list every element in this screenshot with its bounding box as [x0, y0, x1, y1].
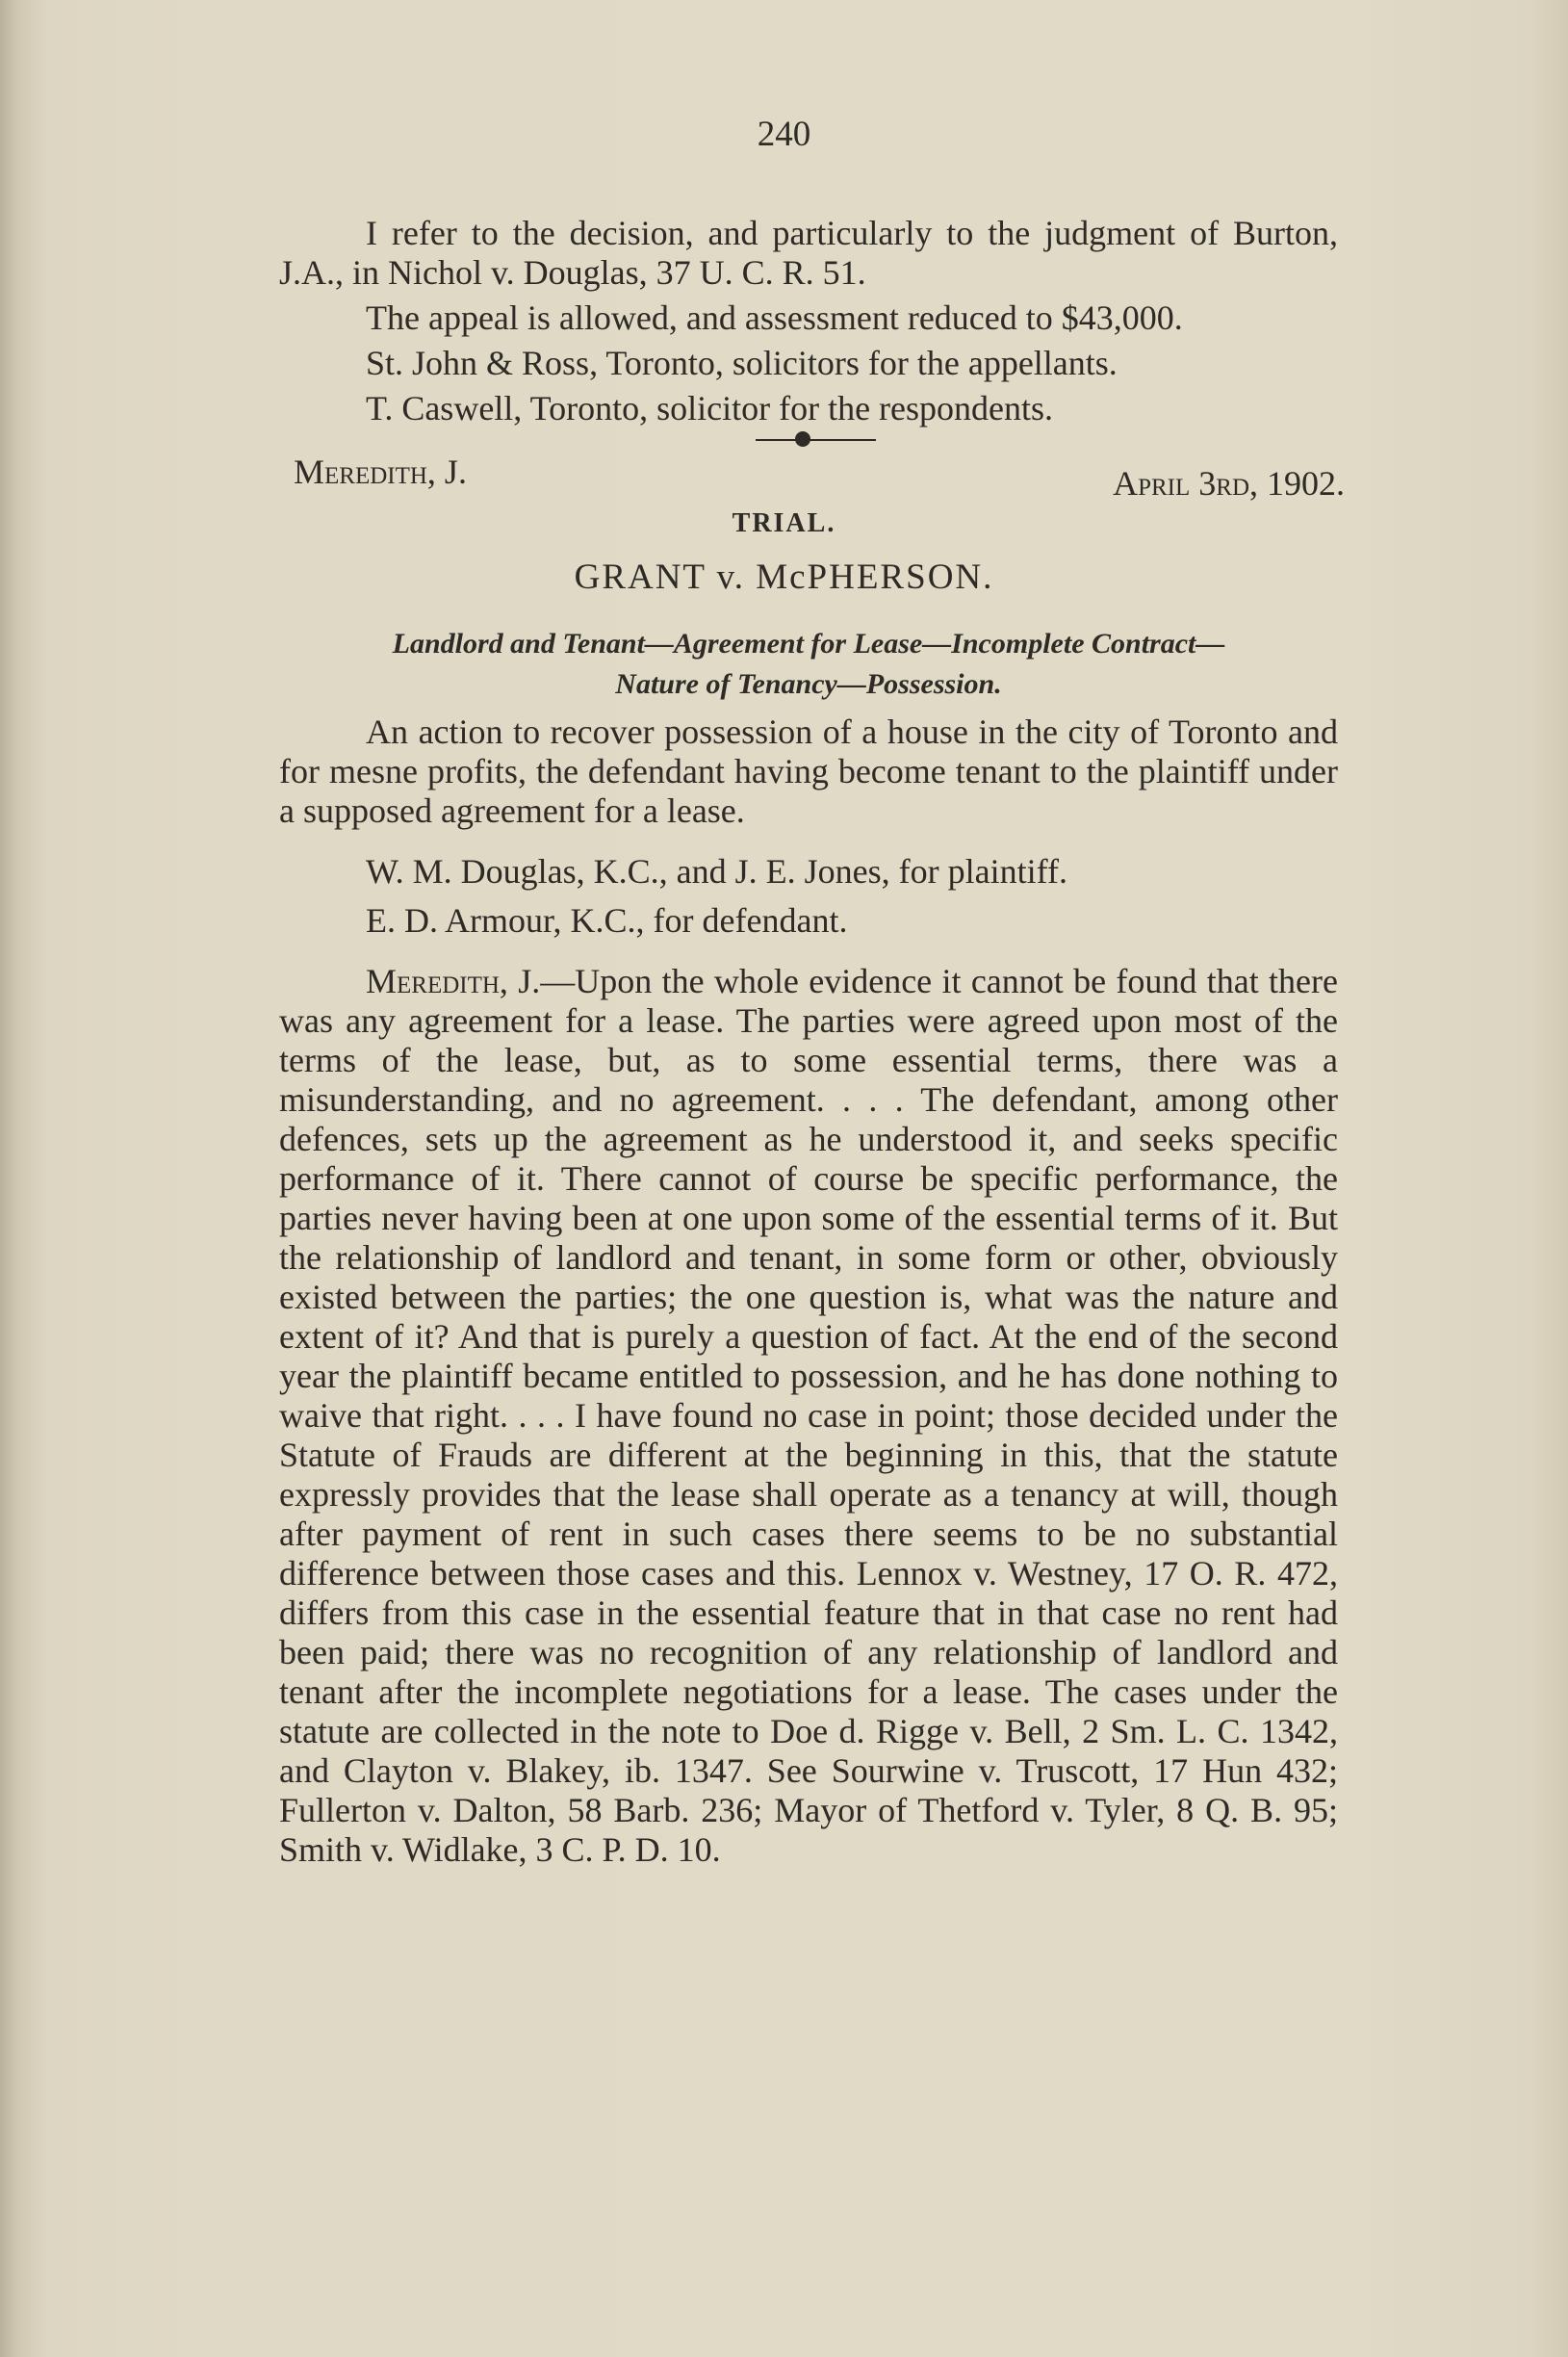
- judgment-judge-name: Meredith, J.: [366, 962, 541, 1000]
- judgment-paragraph: [279, 962, 1338, 1870]
- case-title: GRANT v. McPHERSON.: [574, 557, 994, 597]
- defendant-counsel: E. D. Armour, K.C., for defendant.: [366, 901, 848, 940]
- plaintiff-counsel: W. M. Douglas, K.C., and J. E. Jones, for plaintiff.: [366, 852, 1067, 891]
- case-summary: An action to recover possession of a house in the city of Toronto and for mesne profits, the defendant having become tenant to the plaintiff under a supposed agreement for a lease.: [279, 712, 1338, 830]
- decision-date: April 3rd, 1902.: [1113, 464, 1345, 503]
- headnote-line: Landlord and Tenant—Agreement for Lease—Incomplete Contract—: [392, 628, 1225, 660]
- page-number: 240: [757, 115, 811, 154]
- judgment-text: —Upon the whole evidence it cannot be found that there was any agreement for a lease. The parties were agreed upon most of the terms of the lease, but, as to some essential terms, there was a misunderstanding, and no agreement. . . . The defendant, among other defences, sets up the agreement as he understood it, and seeks specific performance of it. There cannot of course be specific performance, the parties never having been at one upon some of the essential terms of it. But the relationship of landlord and tenant, in some form or other, obviously existed between the parties; the one question is, what was the nature and extent of it? And that is purely a question of fact. At the end of the second year the plaintiff became entitled to possession, and he has done nothing to waive that right. . . . I have found no case in point; those decided under the Statute of Frauds are different at the beginning in this, that the statute expressly provides that the lease shall operate as a tenancy at will, though after payment of rent in such cases there seems to be no substantial difference between those cases and this. Lennox v. Westney, 17 O. R. 472, differs from this case in the essential feature that in that case no rent had been paid; there was no recognition of any relationship of landlord and tenant after the incomplete negotiations for a lease. The cases under the statute are collected in the note to Doe d. Rigge v. Bell, 2 Sm. L. C. 1342, and Clayton v. Blakey, ib. 1347. See Sourwine v. Truscott, 17 Hun 432; Fullerton v. Dalton, 58 Barb. 236; Mayor of Thetford v. Tyler, 8 Q. B. 95; Smith v. Widlake, 3 C. P. D. 10.: [279, 962, 1338, 1869]
- court-type: TRIAL.: [732, 508, 836, 538]
- section-divider: [756, 439, 876, 441]
- respondent-solicitor: T. Caswell, Toronto, solicitor for the respondents.: [366, 389, 1054, 427]
- headnote-line: Nature of Tenancy—Possession.: [615, 668, 1002, 700]
- divider-ornament: [795, 431, 810, 447]
- closing-paragraph: I refer to the decision, and particularly to the judgment of Burton, J.A., in Nichol v. Douglas, 37 U. C. R. 51.: [279, 214, 1338, 292]
- preceding-case-conclusion: [279, 214, 1338, 428]
- judge-name: Meredith, J.: [294, 453, 467, 491]
- headnote: [279, 624, 1338, 705]
- appellant-solicitors: St. John & Ross, Toronto, solicitors for the appellants.: [366, 344, 1118, 382]
- case-body: [279, 712, 1338, 1870]
- disposition-paragraph: The appeal is allowed, and assessment reduced to $43,000.: [366, 298, 1183, 337]
